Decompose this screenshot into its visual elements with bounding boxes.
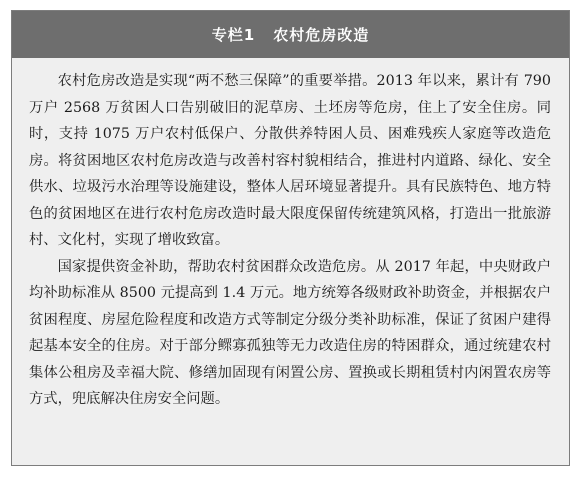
column-content [12,58,569,413]
column-title: 农村危房改造 [273,26,370,44]
paragraph-1: 农村危房改造是实现“两不愁三保障”的重要举措。2013 年以来，累计有 790 万户 2568 万贫困人口告别破旧的泥草房、土坯房等危房，住上了安全住房。同时，支持 1075 万户农村低保户、分散供养特困人员、困难残疾人家庭等改造危房。将贫困地区农村危房改造与改善村容村貌相结合，推进村内道路、绿化、安全供水、垃圾污水治理等设施建设，整体人居环境显著提升。具有民族特色、地方特色的贫困地区在进行农村危房改造时最大限度保留传统建筑风格，打造出一批旅游村、文化村，实现了增收致富。 [29,73,551,248]
column-box [11,10,570,466]
column-header [12,11,569,58]
column-label: 专栏1 [211,26,256,44]
paragraph-2: 国家提供资金补助，帮助农村贫困群众改造危房。从 2017 年起，中央财政户均补助标准从 8500 元提高到 1.4 万元。地方统筹各级财政补助资金，并根据农户贫困程度、房屋危险程度和改造方式等制定分级分类补助标准，保证了贫困户建得起基本安全的住房。对于部分鳏寡孤独等无力改造住房的特困群众，通过统建农村集体公租房及幸福大院、修缮加固现有闲置公房、置换或长期租赁村内闲置农房等方式，兜底解决住房安全问题。 [29,258,551,407]
